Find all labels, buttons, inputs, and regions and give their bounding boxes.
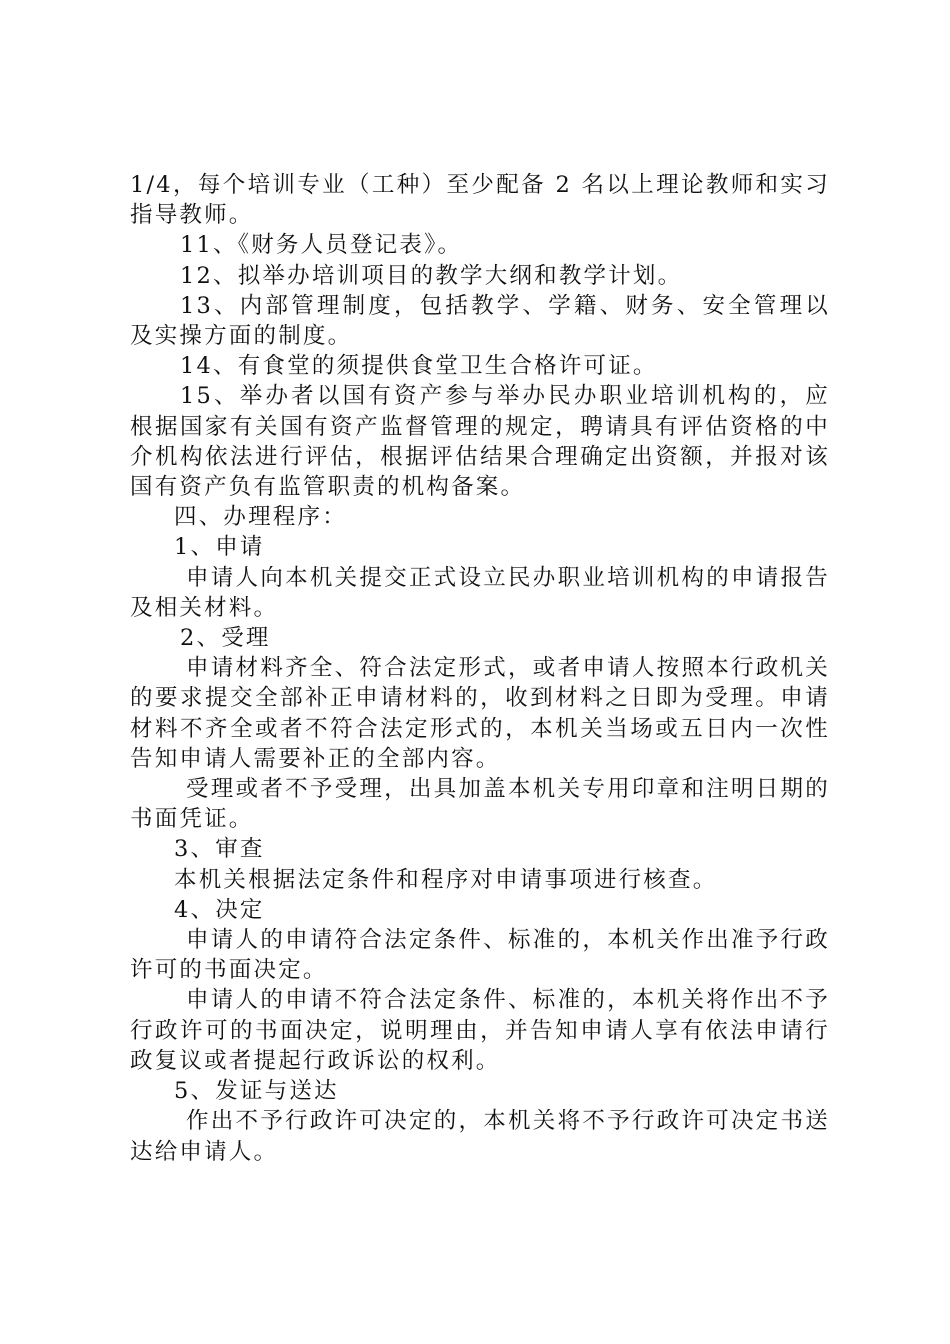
paragraph-decision-reject: 申请人的申请不符合法定条件、标准的，本机关将作出不予行政许可的书面决定，说明理由，并告知申请人享有依法申请行政复议或者提起行政诉讼的权利。 bbox=[130, 987, 830, 1074]
document-body bbox=[130, 170, 830, 1167]
paragraph-item-15: 15、举办者以国有资产参与举办民办职业培训机构的，应根据国家有关国有资产监督管理的规定，聘请具有评估资格的中介机构依法进行评估，根据评估结果合理确定出资额，并报对该国有资产负有监管职责的机构备案。 bbox=[130, 383, 830, 501]
paragraph-teacher-requirement: 1/4，每个培训专业（工种）至少配备 2 名以上理论教师和实习指导教师。 bbox=[130, 172, 830, 229]
paragraph-issue-deliver: 作出不予行政许可决定的，本机关将不予行政许可决定书送达给申请人。 bbox=[130, 1108, 830, 1165]
step-heading-review: 3、审查 bbox=[174, 836, 265, 863]
paragraph-item-14: 14、有食堂的须提供食堂卫生合格许可证。 bbox=[180, 353, 658, 380]
step-heading-decision: 4、决定 bbox=[174, 896, 265, 923]
paragraph-review: 本机关根据法定条件和程序对申请事项进行核查。 bbox=[174, 866, 718, 893]
paragraph-item-11: 11、《财务人员登记表》。 bbox=[180, 232, 463, 259]
paragraph-item-13: 13、内部管理制度，包括教学、学籍、财务、安全管理以及实操方面的制度。 bbox=[130, 292, 830, 350]
step-heading-issue-deliver: 5、发证与送达 bbox=[174, 1078, 339, 1105]
paragraph-accept-certificate: 受理或者不予受理，出具加盖本机关专用印章和注明日期的书面凭证。 bbox=[130, 776, 830, 833]
paragraph-item-12: 12、拟举办培训项目的教学大纲和教学计划。 bbox=[180, 262, 683, 289]
step-heading-accept: 2、受理 bbox=[180, 625, 271, 652]
paragraph-accept: 申请材料齐全、符合法定形式，或者申请人按照本行政机关的要求提交全部补正申请材料的，收到材料之日即为受理。申请材料不齐全或者不符合法定形式的，本机关当场或五日内一次性告知申请人需要补正的全部内容。 bbox=[130, 655, 830, 772]
paragraph-apply: 申请人向本机关提交正式设立民办职业培训机构的申请报告及相关材料。 bbox=[130, 564, 830, 621]
step-heading-apply: 1、申请 bbox=[174, 534, 265, 561]
paragraph-decision-approve: 申请人的申请符合法定条件、标准的，本机关作出准予行政许可的书面决定。 bbox=[130, 927, 830, 984]
section-heading-procedure: 四、办理程序： bbox=[174, 504, 347, 531]
